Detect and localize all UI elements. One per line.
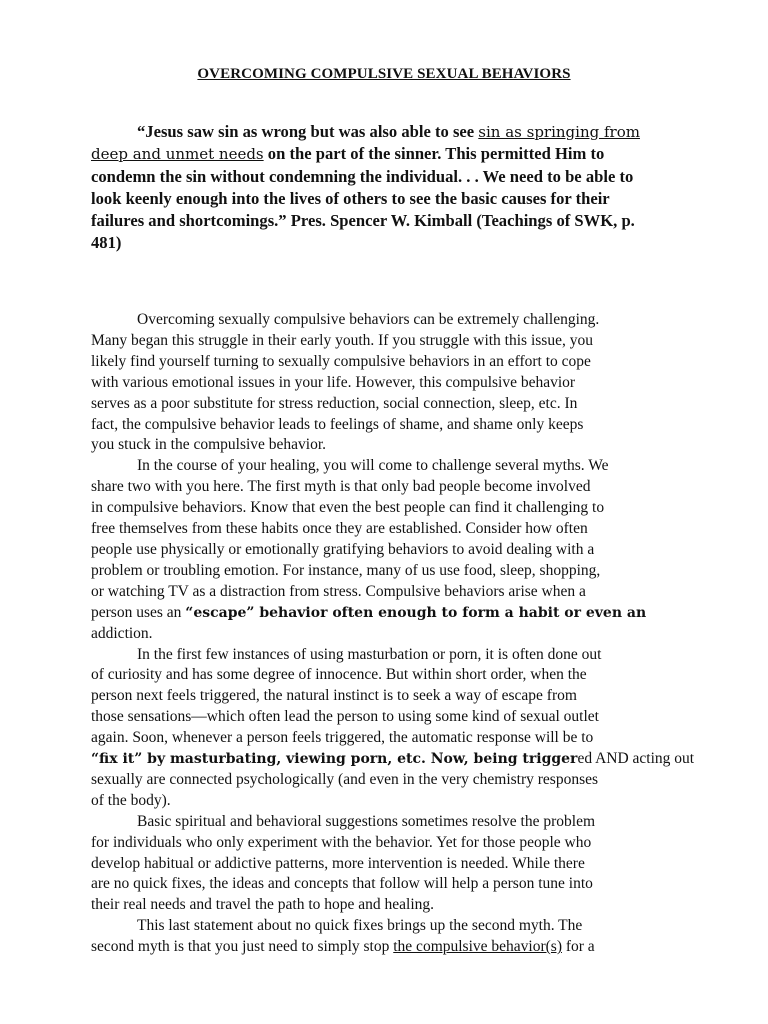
epigraph-quote bbox=[91, 121, 681, 255]
body-emphasis: “fix it” by masturbating, viewing porn, etc. Now, being trigger bbox=[91, 751, 578, 768]
body-line: you stuck in the compulsive behavior. bbox=[91, 436, 327, 454]
quote-line: look keenly enough into the lives of others to see the basic causes for their bbox=[91, 188, 610, 208]
body-line: again. Soon, whenever a person feels triggered, the automatic response will be to bbox=[91, 729, 594, 747]
body-line: with various emotional issues in your life. However, this compulsive behavior bbox=[91, 373, 576, 391]
body-line: share two with you here. The first myth is that only bad people become involved bbox=[91, 478, 591, 496]
body-line: addiction. bbox=[91, 624, 153, 642]
body-line: serves as a poor substitute for stress reduction, social connection, sleep, etc. In bbox=[91, 394, 578, 412]
quote-line bbox=[91, 143, 681, 165]
body-text: ed AND acting out bbox=[577, 750, 695, 768]
body-line: This last statement about no quick fixes brings up the second myth. The bbox=[137, 917, 583, 935]
body-line: develop habitual or addictive patterns, more intervention is needed. While there bbox=[91, 854, 585, 872]
quote-line bbox=[91, 121, 681, 143]
body-line: In the first few instances of using masturbation or porn, it is often done out bbox=[137, 645, 602, 663]
body-line: sexually are connected psychologically (and even in the very chemistry responses bbox=[91, 770, 599, 788]
body-underlined-text: the compulsive behavior(s) bbox=[393, 938, 562, 956]
quote-text: “Jesus saw sin as wrong but was also able to see bbox=[137, 122, 479, 141]
body-emphasis: “escape” behavior often enough to form a habit or even an bbox=[185, 604, 647, 621]
quote-underlined-text: sin as springing from bbox=[478, 123, 640, 141]
body-line bbox=[91, 603, 681, 624]
document-body bbox=[91, 310, 695, 958]
body-line: their real needs and travel the path to hope and healing. bbox=[91, 896, 435, 914]
body-text: second myth is that you just need to simply stop bbox=[91, 938, 394, 956]
body-line bbox=[91, 937, 681, 958]
body-line: those sensations—which often lead the person to using some kind of sexual outlet bbox=[91, 708, 599, 726]
body-line: likely find yourself turning to sexually compulsive behaviors in an effort to cope bbox=[91, 352, 591, 370]
body-line: Many began this struggle in their early youth. If you struggle with this issue, you bbox=[91, 331, 593, 349]
body-line: free themselves from these habits once they are established. Consider how often bbox=[91, 520, 588, 538]
body-line: of curiosity and has some degree of innocence. But within short order, when the bbox=[91, 666, 587, 684]
quote-line: 481) bbox=[91, 233, 122, 253]
body-line: fact, the compulsive behavior leads to feelings of shame, and shame only keeps bbox=[91, 415, 584, 433]
body-line: problem or troubling emotion. For instance, many of us use food, sleep, shopping, bbox=[91, 561, 601, 579]
body-line: person next feels triggered, the natural instinct is to seek a way of escape from bbox=[91, 687, 577, 705]
body-line: people use physically or emotionally gratifying behaviors to avoid dealing with a bbox=[91, 540, 595, 558]
quote-underlined-text: deep and unmet needs bbox=[91, 145, 264, 164]
body-line: of the body). bbox=[91, 791, 171, 809]
quote-text: on the part of the sinner. This permitted Him to bbox=[263, 144, 605, 164]
body-line: In the course of your healing, you will come to challenge several myths. We bbox=[137, 457, 609, 475]
document-title: OVERCOMING COMPULSIVE SEXUAL BEHAVIORS bbox=[197, 66, 571, 82]
body-text: person uses an bbox=[91, 603, 186, 621]
body-line bbox=[91, 749, 695, 770]
body-line: Basic spiritual and behavioral suggestions sometimes resolve the problem bbox=[137, 812, 596, 830]
quote-line: condemn the sin without condemning the individual. . . We need to be able to bbox=[91, 166, 634, 186]
body-line: for individuals who only experiment with the behavior. Yet for those people who bbox=[91, 833, 592, 851]
body-line: or watching TV as a distraction from stress. Compulsive behaviors arise when a bbox=[91, 582, 586, 600]
body-line: Overcoming sexually compulsive behaviors can be extremely challenging. bbox=[137, 311, 600, 328]
body-line: are no quick fixes, the ideas and concepts that follow will help a person tune into bbox=[91, 875, 593, 893]
body-line: in compulsive behaviors. Know that even the best people can find it challenging to bbox=[91, 499, 605, 517]
body-text: for a bbox=[561, 938, 595, 956]
quote-line: failures and shortcomings.” Pres. Spencer W. Kimball (Teachings of SWK, p. bbox=[91, 211, 635, 231]
